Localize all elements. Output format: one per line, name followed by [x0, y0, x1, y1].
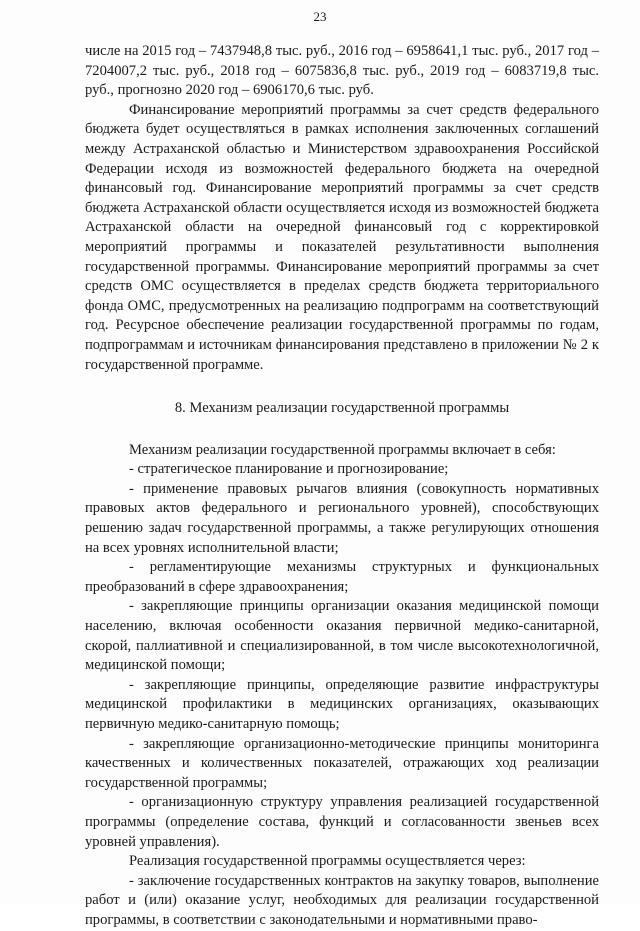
- list-item: - организационную структуру управления реализацией государственной программы (определение состава, функций и согласованности звеньев всех уровней управления).: [85, 794, 599, 850]
- list-item: - стратегическое планирование и прогнозирование;: [129, 461, 449, 478]
- list-item: - закрепляющие принципы, определяющие развитие инфраструктуры медицинской профилактики в медицинских организациях, оказывающих первичную медико-санитарную помощь;: [85, 676, 599, 732]
- paragraph-financing-sources: Финансирование мероприятий программы за счет средств федерального бюджета будет осуществляться в рамках исполнения заключенных соглашений между Астраханской областью и Министерством здравоохранения Российской Федерации исходя из возможностей федерального бюджета на очередной финансовый год. Финансирование мероприятий программы за счет средств бюджета Астраханской области осуществляется исходя из возможностей бюджета Астраханской области на очередной финансовый год с корректировкой мероприятий программы и показателей результативности выполнения государственной программы. Финансирование мероприятий программы за счет средств ОМС осуществляется в пределах средств бюджета территориального фонда ОМС, предусмотренных на реализацию подпрограмм на соответствующий год. Ресурсное обеспечение реализации государственной программы по годам, подпрограммам и источникам финансирования представлено в приложении № 2 к государственной программе.: [85, 101, 599, 373]
- document-body: [85, 42, 599, 931]
- section-heading: 8. Механизм реализации государственной программы: [174, 400, 510, 417]
- list-item: - закрепляющие принципы организации оказания медицинской помощи населению, включая особенности оказания первичной медико-санитарной, скорой, паллиативной и специализированной, в том числе высокотехнологичной, медицинской помощи;: [85, 598, 599, 674]
- list-item: - применение правовых рычагов влияния (совокупность нормативных правовых актов федерального и регионального уровней), способствующих решению задач государственной программы, а также регулирующих отношения на всех уровнях исполнительной власти;: [85, 480, 599, 556]
- paragraph-mechanism-intro: Механизм реализации государственной программы включает в себя:: [129, 441, 556, 458]
- list-item: - заключение государственных контрактов на закупку товаров, выполнение работ и (или) оказание услуг, необходимых для реализации государственной программы, в соответствии с законодательными и нормативными право-: [85, 872, 599, 928]
- list-item: - регламентирующие механизмы структурных и функциональных преобразований в сфере здравоохранения;: [85, 559, 599, 595]
- page-number: 23: [313, 9, 327, 24]
- paragraph-financing-years: числе на 2015 год – 7437948,8 тыс. руб., 2016 год – 6958641,1 тыс. руб., 2017 год – 7204007,2 тыс. руб., 2018 год – 6075836,8 тыс. руб., 2019 год – 6083719,8 тыс. руб., прогнозно 2020 год – 6906170,6 тыс. руб.: [85, 43, 599, 99]
- list-item: - закрепляющие организационно-методические принципы мониторинга качественных и количественных показателей, отражающих ход реализации государственной программы;: [85, 735, 599, 791]
- paragraph-implementation-intro: Реализация государственной программы осуществляется через:: [129, 853, 526, 870]
